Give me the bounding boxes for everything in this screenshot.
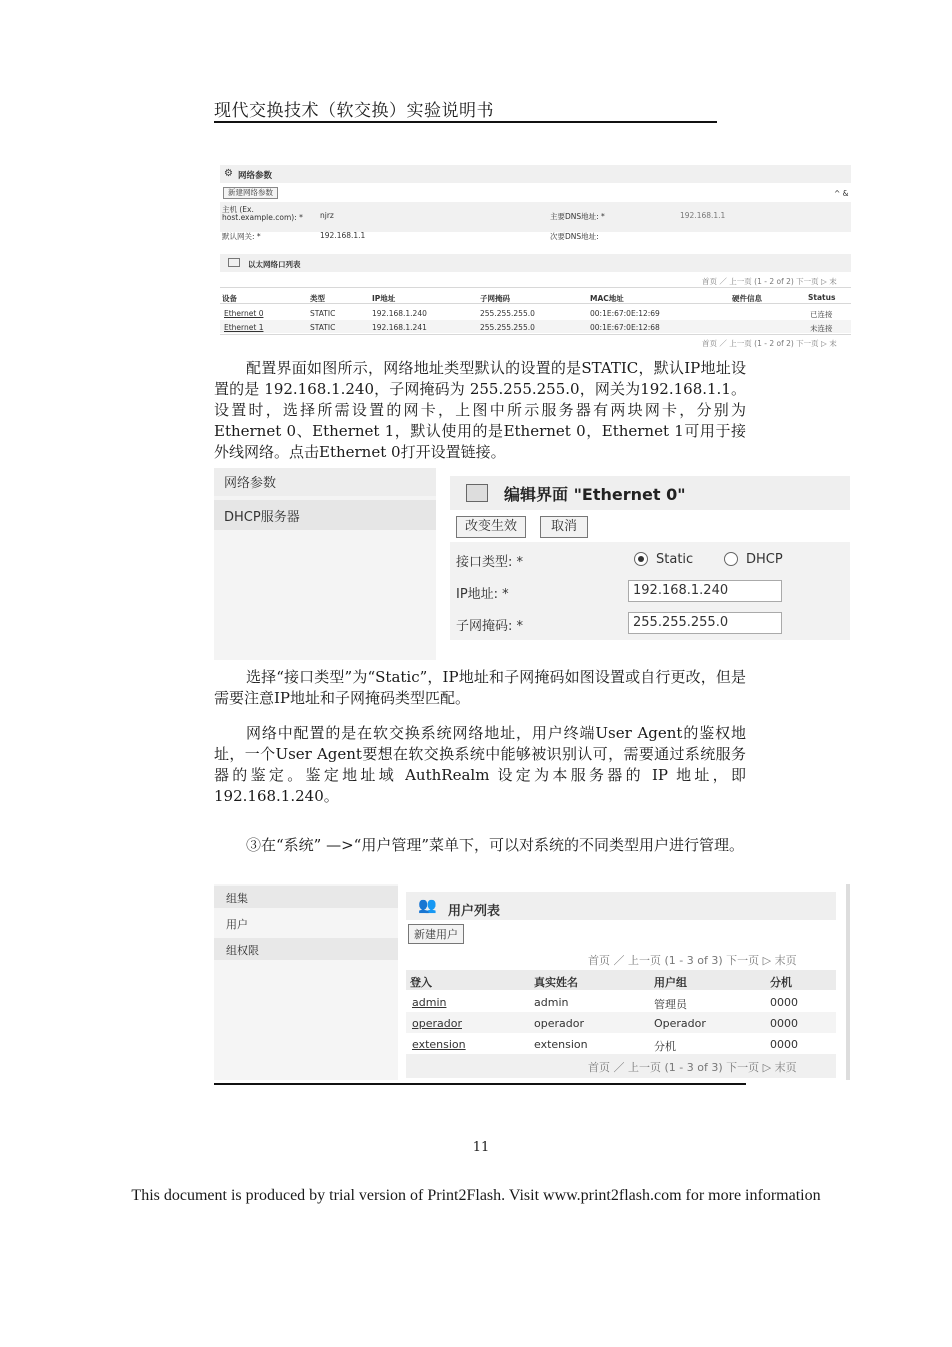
table-row: 00:1E:67:0E:12:69 <box>590 309 660 318</box>
col-device: 设备 <box>222 294 237 303</box>
user-link-admin[interactable]: admin <box>412 996 447 1009</box>
scrollbar[interactable] <box>846 884 850 1080</box>
network-params-screenshot <box>220 165 851 351</box>
table-row: 192.168.1.241 <box>372 323 427 332</box>
cancel-button[interactable]: 取消 <box>540 516 588 538</box>
gateway-label: 默认网关: * <box>222 232 261 241</box>
iface-label: 接口类型: * <box>456 555 524 570</box>
dns1-value: 192.168.1.1 <box>680 211 726 220</box>
edit-sidebar <box>214 468 436 660</box>
paragraph-auth-realm: 网络中配置的是在软交换系统网络地址，用户终端User Agent的鉴权地址，一个User Agent要想在软交换系统中能够被识别认可，需要通过系统服务器的鉴定。鉴定地址域 AuthRealm 设定为本服务器的 IP 地址，即192.168.1.240。 <box>214 724 746 805</box>
network-title: 网络参数 <box>238 171 273 181</box>
sidebar-item-permissions[interactable]: 组权限 <box>226 944 259 957</box>
dhcp-radio[interactable] <box>724 552 738 566</box>
paragraph-network-config: 配置界面如图所示，网络地址类型默认的设置的是STATIC，默认IP地址设置的是 192.168.1.240，子网掩码为 255.255.255.0，网关为192.168.1.1。设置时，选择所需设置的网卡，上图中所示服务器有两块网卡，分别为Ethernet 0、Ethernet 1，默认使用的是Ethernet 0，Ethernet 1可用于接外线网络。点击Ethernet 0打开设置链接。 <box>214 359 746 461</box>
table-row: 192.168.1.240 <box>372 309 427 318</box>
edit-icon <box>466 484 488 502</box>
user-list-screenshot <box>214 884 851 1084</box>
host-label: 主机 (Ex. host.example.com): * <box>222 205 303 222</box>
new-user-button[interactable]: 新建用户 <box>408 924 464 944</box>
table-row: 255.255.255.0 <box>480 323 535 332</box>
bottom-rule <box>214 1083 746 1085</box>
gear-icon: ⚙ <box>224 168 233 179</box>
gateway-value: 192.168.1.1 <box>320 231 366 240</box>
table-row: 00:1E:67:0E:12:68 <box>590 323 660 332</box>
static-radio[interactable] <box>634 552 648 566</box>
corner-mark: ^ & <box>834 189 849 198</box>
dhcp-option-label: DHCP <box>746 552 783 567</box>
status-badge: 未连接 <box>810 324 833 333</box>
pager-top[interactable]: 首页 ／ 上一页 (1 - 3 of 3) 下一页 ▷ 末页 <box>588 954 797 967</box>
sidebar-item-users[interactable]: 用户 <box>226 918 248 931</box>
pager-bottom[interactable]: 首页 ／ 上一页 (1 - 2 of 2) 下一页 ▷ 末 <box>702 339 837 348</box>
table-row: operador <box>534 1017 584 1030</box>
table-row: 管理员 <box>654 998 687 1011</box>
paragraph-user-management: ③在“系统” —>“用户管理”菜单下，可以对系统的不同类型用户进行管理。 <box>246 836 745 854</box>
ip-label: IP地址: * <box>456 587 509 602</box>
dns1-label: 主要DNS地址: * <box>550 212 605 221</box>
new-network-button[interactable]: 新建网络参数 <box>223 187 278 199</box>
table-row: STATIC <box>310 309 336 318</box>
trial-note: This document is produced by trial version of Print2Flash. Visit www.print2flash.com for more information <box>131 1187 821 1204</box>
pager-top[interactable]: 首页 ／ 上一页 (1 - 2 of 2) 下一页 ▷ 末 <box>702 277 837 286</box>
col-hw: 硬件信息 <box>732 294 762 303</box>
col-login: 登入 <box>410 976 432 989</box>
ethernet0-link[interactable]: Ethernet 0 <box>224 309 264 318</box>
ethernet-title: 以太网络口列表 <box>248 260 301 269</box>
users-icon: 👥 <box>418 896 437 914</box>
table-row: 0000 <box>770 1017 798 1030</box>
table-row: Operador <box>654 1017 706 1030</box>
subnet-mask-field[interactable]: 255.255.255.0 <box>628 612 782 634</box>
col-status: Status <box>808 293 836 302</box>
static-option-label: Static <box>656 552 694 567</box>
table-row: STATIC <box>310 323 336 332</box>
sidebar-item-groups[interactable]: 组集 <box>226 892 248 905</box>
col-realname: 真实姓名 <box>534 976 578 989</box>
apply-button[interactable]: 改变生效 <box>456 516 526 538</box>
host-value: njrz <box>320 211 334 220</box>
header-rule <box>214 121 717 123</box>
table-row: 0000 <box>770 1038 798 1051</box>
edit-title: 编辑界面 "Ethernet 0" <box>504 485 686 504</box>
user-link-extension[interactable]: extension <box>412 1038 466 1051</box>
dns2-label: 次要DNS地址: <box>550 232 599 241</box>
ip-address-field[interactable]: 192.168.1.240 <box>628 580 782 602</box>
sidebar-item-network[interactable]: 网络参数 <box>224 476 277 491</box>
col-mask: 子网掩码 <box>480 294 510 303</box>
col-mac: MAC地址 <box>590 294 624 303</box>
user-sidebar <box>214 884 398 1080</box>
ethernet1-link[interactable]: Ethernet 1 <box>224 323 264 332</box>
sidebar-item-dhcp[interactable]: DHCP服务器 <box>224 510 300 525</box>
table-row: 分机 <box>654 1040 676 1053</box>
network-form-bg <box>220 202 851 232</box>
paragraph-interface-type: 选择“接口类型”为“Static”，IP地址和子网掩码如图设置或自行更改，但是需要注意IP地址和子网掩码类型匹配。 <box>214 668 746 707</box>
table-row: 0000 <box>770 996 798 1009</box>
status-badge: 已连接 <box>810 310 833 319</box>
edit-ethernet-screenshot <box>214 468 850 660</box>
col-type: 类型 <box>310 294 325 303</box>
network-title-bar <box>220 165 851 183</box>
mask-label: 子网掩码: * <box>456 619 524 634</box>
ethernet-title-bar <box>220 254 851 272</box>
col-group: 用户组 <box>654 976 687 989</box>
user-link-operador[interactable]: operador <box>412 1017 462 1030</box>
page-number: 11 <box>472 1140 490 1155</box>
table-row: extension <box>534 1038 588 1051</box>
table-row: admin <box>534 996 569 1009</box>
col-ip: IP地址 <box>372 294 396 303</box>
user-list-title: 用户列表 <box>448 904 501 919</box>
header-title: 现代交换技术（软交换）实验说明书 <box>214 101 494 121</box>
pager-bottom[interactable]: 首页 ／ 上一页 (1 - 3 of 3) 下一页 ▷ 末页 <box>588 1061 797 1074</box>
col-extension: 分机 <box>770 976 792 989</box>
table-row: 255.255.255.0 <box>480 309 535 318</box>
list-icon <box>228 258 240 267</box>
